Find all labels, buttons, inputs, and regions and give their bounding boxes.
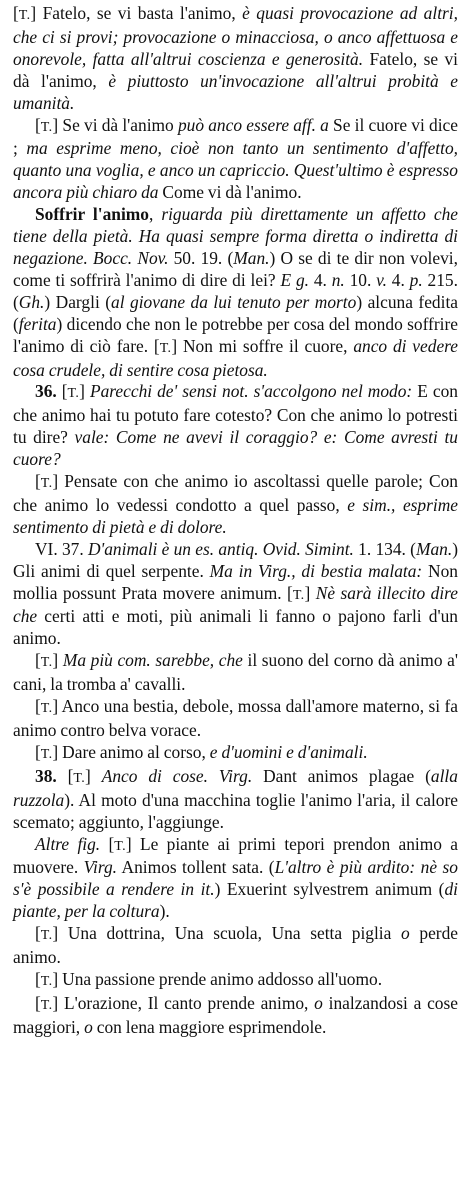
- italic-text: alla ruzzola: [13, 765, 458, 810]
- body-text: inalzandosi a cose maggiori,: [13, 992, 458, 1037]
- entry-paragraph: [13, 993, 458, 1039]
- italic-text: Virg.: [83, 857, 117, 878]
- italic-text: e d'uomini e d'animali.: [209, 741, 368, 762]
- italic-text: e sim., esprime sentimento di pietà e di dolore.: [13, 494, 459, 537]
- italic-text: vale:: [74, 427, 110, 448]
- body-text: ] Non mi soffre il cuore,: [171, 335, 354, 356]
- body-text: ) dicendo che non le potrebbe per cosa del mondo soffrire l'animo di ciò fare. [: [13, 313, 458, 356]
- body-text: [: [35, 992, 41, 1013]
- body-text: [: [13, 3, 19, 23]
- source-abbreviation: T.: [67, 386, 80, 402]
- italic-text: Ma in Virg., di bestia malata:: [209, 560, 423, 581]
- italic-text: Ma più com. sarebbe, che: [62, 650, 243, 671]
- body-text: Se il cuore vi dice ;: [13, 114, 458, 159]
- body-text: [: [56, 381, 68, 402]
- body-text: E con che animo hai tu potuto fare cotesto? Con che animo lo potresti tu dire?: [13, 381, 458, 448]
- body-text: ) O se di te dir non volevi, come ti soffrirà l'animo di dire di lei?: [13, 247, 458, 290]
- body-text: [: [35, 114, 41, 135]
- body-text: certi atti e moti, più animali li fanno o pajono farli d'un animo.: [13, 606, 458, 649]
- italic-text: Gh.: [18, 291, 45, 312]
- source-abbreviation: T.: [40, 119, 53, 135]
- body-text: ] Dare animo al corso,: [52, 741, 210, 762]
- source-abbreviation: T.: [40, 476, 53, 492]
- body-text: ]: [79, 381, 90, 402]
- body-text: [: [35, 923, 41, 944]
- body-text: 4.: [308, 269, 332, 290]
- italic-text: Come ne avevi il coraggio? e: Come avresti tu cuore?: [13, 427, 458, 470]
- body-text: [: [35, 650, 41, 671]
- italic-text: ferita: [18, 313, 57, 334]
- body-text: ]: [304, 582, 316, 603]
- body-text: 215. (: [13, 269, 458, 312]
- body-text: ).: [159, 901, 170, 922]
- entry-paragraph: [13, 969, 458, 993]
- entry-paragraph: [13, 3, 458, 115]
- italic-text: può anco essere aff.: [177, 114, 316, 135]
- source-abbreviation: T.: [40, 973, 53, 989]
- source-abbreviation: T.: [114, 838, 126, 854]
- body-text: ,: [148, 204, 162, 225]
- body-text: [: [100, 833, 115, 854]
- entry-paragraph: [13, 381, 458, 471]
- headword-text: 38.: [35, 765, 57, 786]
- body-text: 10.: [344, 269, 377, 290]
- body-text: ] Una dottrina, Una scuola, Una setta piglia: [52, 923, 402, 944]
- body-text: Fatelo, se vi dà l'animo,: [13, 48, 458, 91]
- italic-text: Anco di cose. Virg.: [101, 765, 253, 786]
- entry-paragraph: [13, 471, 458, 539]
- body-text: ]: [52, 650, 63, 671]
- italic-text: Man.: [233, 247, 270, 268]
- body-text: ) Gli animi di quel serpente.: [13, 538, 458, 581]
- italic-text: p.: [409, 269, 423, 290]
- body-text: 4.: [386, 269, 410, 290]
- source-abbreviation: T.: [292, 587, 305, 603]
- body-text: [: [35, 741, 41, 762]
- body-text: 50. 19. (: [168, 247, 234, 268]
- italic-text: a: [320, 114, 329, 135]
- body-text: ] Se vi dà l'animo: [52, 114, 178, 135]
- italic-text: o: [84, 1016, 93, 1037]
- source-abbreviation: T.: [18, 8, 31, 23]
- italic-text: Parecchi de' sensi not. s'accolgono nel modo:: [89, 381, 413, 402]
- source-abbreviation: T.: [159, 340, 172, 356]
- body-text: VI. 37.: [35, 538, 88, 559]
- entry-paragraph: [13, 696, 458, 742]
- entry-paragraph: [13, 115, 458, 205]
- source-abbreviation: T.: [40, 746, 53, 762]
- entry-paragraph: [13, 650, 458, 696]
- source-abbreviation: T.: [73, 770, 86, 786]
- body-text: ] L'orazione, Il canto prende animo,: [52, 992, 315, 1013]
- body-text: ) alcuna fedita (: [13, 291, 459, 334]
- body-text: [109, 427, 116, 447]
- body-text: ) Dargli (: [44, 291, 112, 312]
- body-text: ] Anco una bestia, debole, mossa dall'amore materno, si fa animo contro belva vorace.: [13, 696, 458, 740]
- body-text: 1. 134. (: [353, 538, 416, 559]
- body-text: ]: [85, 765, 102, 786]
- headword-text: Soffrir l'animo: [35, 204, 149, 225]
- italic-text: Nè sarà illecito dire che: [13, 582, 458, 627]
- body-text: Non mollia possunt Prata movere animum. [: [13, 560, 458, 603]
- body-text: [: [56, 765, 74, 786]
- body-text: ] Fatelo, se vi basta l'animo,: [30, 3, 243, 23]
- italic-text: di piante, per la coltura: [13, 879, 458, 922]
- body-text: ] Pensate con che animo io ascoltassi quelle parole; Con che animo lo vedessi condotto a quel passo,: [13, 471, 458, 515]
- entry-paragraph: [13, 742, 458, 766]
- italic-text: riguarda più direttamente un affetto che tiene della pietà. Ha quasi sempre forma diretta o indiretta di negazione. Bocc. Nov.: [13, 204, 458, 268]
- body-text: Animos tollent sata. (: [117, 857, 275, 878]
- body-text: perde animo.: [13, 923, 458, 968]
- italic-text: ma esprime meno, cioè non tanto un sentimento d'affetto, quanto una voglia, e anco un capriccio. Quest'ultimo è espresso ancora più chiaro da: [13, 138, 458, 203]
- italic-text: Man.: [415, 538, 453, 559]
- body-text: Come vi dà l'animo.: [158, 182, 302, 203]
- source-abbreviation: T.: [40, 997, 53, 1013]
- entry-paragraph: [13, 923, 458, 969]
- source-abbreviation: T.: [40, 655, 53, 671]
- italic-text: è quasi provocazione ad altri, che ci si provi; provocazione o minacciosa, o anco affettuosa e onorevole, fatta all'altrui coscienza e generosità.: [13, 3, 458, 69]
- source-abbreviation: T.: [40, 928, 53, 944]
- italic-text: E g.: [280, 269, 309, 290]
- italic-text: L'altro è più ardito: nè so s'è possibile a rendere in it.: [13, 857, 458, 900]
- body-text: ) Exuerint sylvestrem animum (: [214, 879, 445, 900]
- italic-text: o: [314, 992, 323, 1013]
- body-text: ] Una passione prende animo addosso all'uomo.: [52, 968, 383, 989]
- italic-text: Altre fig.: [35, 833, 101, 854]
- entry-paragraph: [13, 834, 458, 924]
- body-text: ). Al moto d'una macchina toglie l'animo l'aria, il calore scemato; aggiunto, l'aggiunge.: [13, 789, 458, 832]
- entry-paragraph: [13, 539, 458, 651]
- italic-text: anco di vedere cosa crudele, di sentire cosa pietosa.: [13, 335, 459, 380]
- body-text: ] Le piante ai primi tepori prendon animo a muovere.: [13, 833, 458, 878]
- italic-text: v.: [376, 269, 387, 290]
- body-text: con lena maggiore esprimendole.: [92, 1016, 327, 1037]
- italic-text: D'animali è un es. antiq. Ovid. Simint.: [87, 538, 354, 559]
- entry-paragraph: [13, 204, 458, 381]
- italic-text: è piuttosto un'invocazione all'altrui probità e umanità.: [13, 70, 458, 113]
- entry-paragraph: [13, 766, 458, 834]
- source-abbreviation: T.: [40, 701, 53, 717]
- italic-text: n.: [331, 269, 345, 290]
- italic-text: o: [401, 923, 410, 944]
- italic-text: al giovane da lui tenuto per morto: [111, 291, 357, 312]
- body-text: [: [35, 471, 41, 492]
- body-text: [: [35, 968, 41, 989]
- body-text: [: [35, 696, 41, 717]
- body-text: il suono del corno dà animo a' cani, la tromba a' cavalli.: [13, 650, 458, 695]
- body-text: Dant animos plagae (: [252, 765, 431, 786]
- headword-text: 36.: [35, 381, 57, 402]
